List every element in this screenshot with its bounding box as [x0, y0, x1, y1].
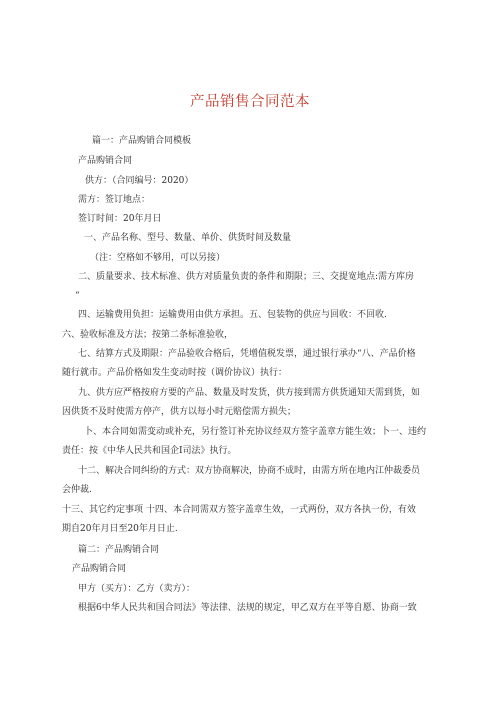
text-line: （注：空格如不够用，可以另接） [90, 253, 226, 263]
text-line: 产品购销合同 [72, 564, 127, 574]
text-line: 十二、解决合同纠纷的方式：双方协商解决，协商不成时，由需方所在地内江仲裁委员 [78, 466, 421, 476]
text-line: 十三、其它约定事项 十四、本合同需双方签字盖章生效，一式两份，双方各执一份，有效 [62, 505, 416, 515]
text-line: 卜、本合同如需变动或补充，另行签订补充协议经双方签字盖章方能生效；卜一、违约 [84, 427, 427, 437]
text-line: 供方：（合同编号：2020） [85, 176, 194, 186]
text-line: “ [75, 291, 80, 301]
text-line: 二、质量要求、技术标准、供方对质量负责的条件和期限；三、交提宽地点:需方库房 [78, 272, 415, 282]
text-line: 九、供方应严格按府方要的产品、数量及时发货，供方接到需方供货通知天需到货，如 [78, 388, 421, 398]
text-line: 期自20年月日至20年月日止. [62, 524, 178, 534]
text-line: 六、验收标准及方法；按第二条标准验收， [62, 330, 234, 340]
text-line: 会仲裁. [62, 485, 92, 495]
text-line: 签订时间：20年月日 [78, 214, 162, 224]
text-line: 随行就市。产品价格如发生变动时按（调价协议）执行： [62, 368, 288, 378]
text-line: 篇一：产品购销合同模板 [92, 136, 192, 146]
text-line: 一、产品名称、型号、数量、单价、供货时间及数量 [84, 233, 292, 243]
text-line: 产品购销合同 [78, 156, 133, 166]
text-line: 七、结算方式及期限：产品验收合格后，凭增值税发票，通过银行承办“八、产品价格 [78, 349, 416, 359]
text-line: 四、运输费用负担：运输费用由供方承担。五、包装物的供应与回收：不回收. [78, 310, 387, 320]
text-line: 根据6中华人民共和国合同法》等法律、法规的规定，甲乙双方在平等自愿、协商一致 [78, 603, 417, 613]
text-line: 因供货不及时使需方停产，供方以每小时元赔偿需方损失； [62, 407, 297, 417]
text-line: 责任：按《中华人民共和国企I司法》执行。 [62, 446, 237, 456]
text-line: 需方：签订地点： [78, 195, 151, 205]
text-line: 篇二：产品购销合同 [78, 545, 160, 555]
text-line: 甲方（买方）：乙方（卖方）： [78, 584, 196, 594]
document-title: 产品销售合同范本 [190, 94, 310, 110]
